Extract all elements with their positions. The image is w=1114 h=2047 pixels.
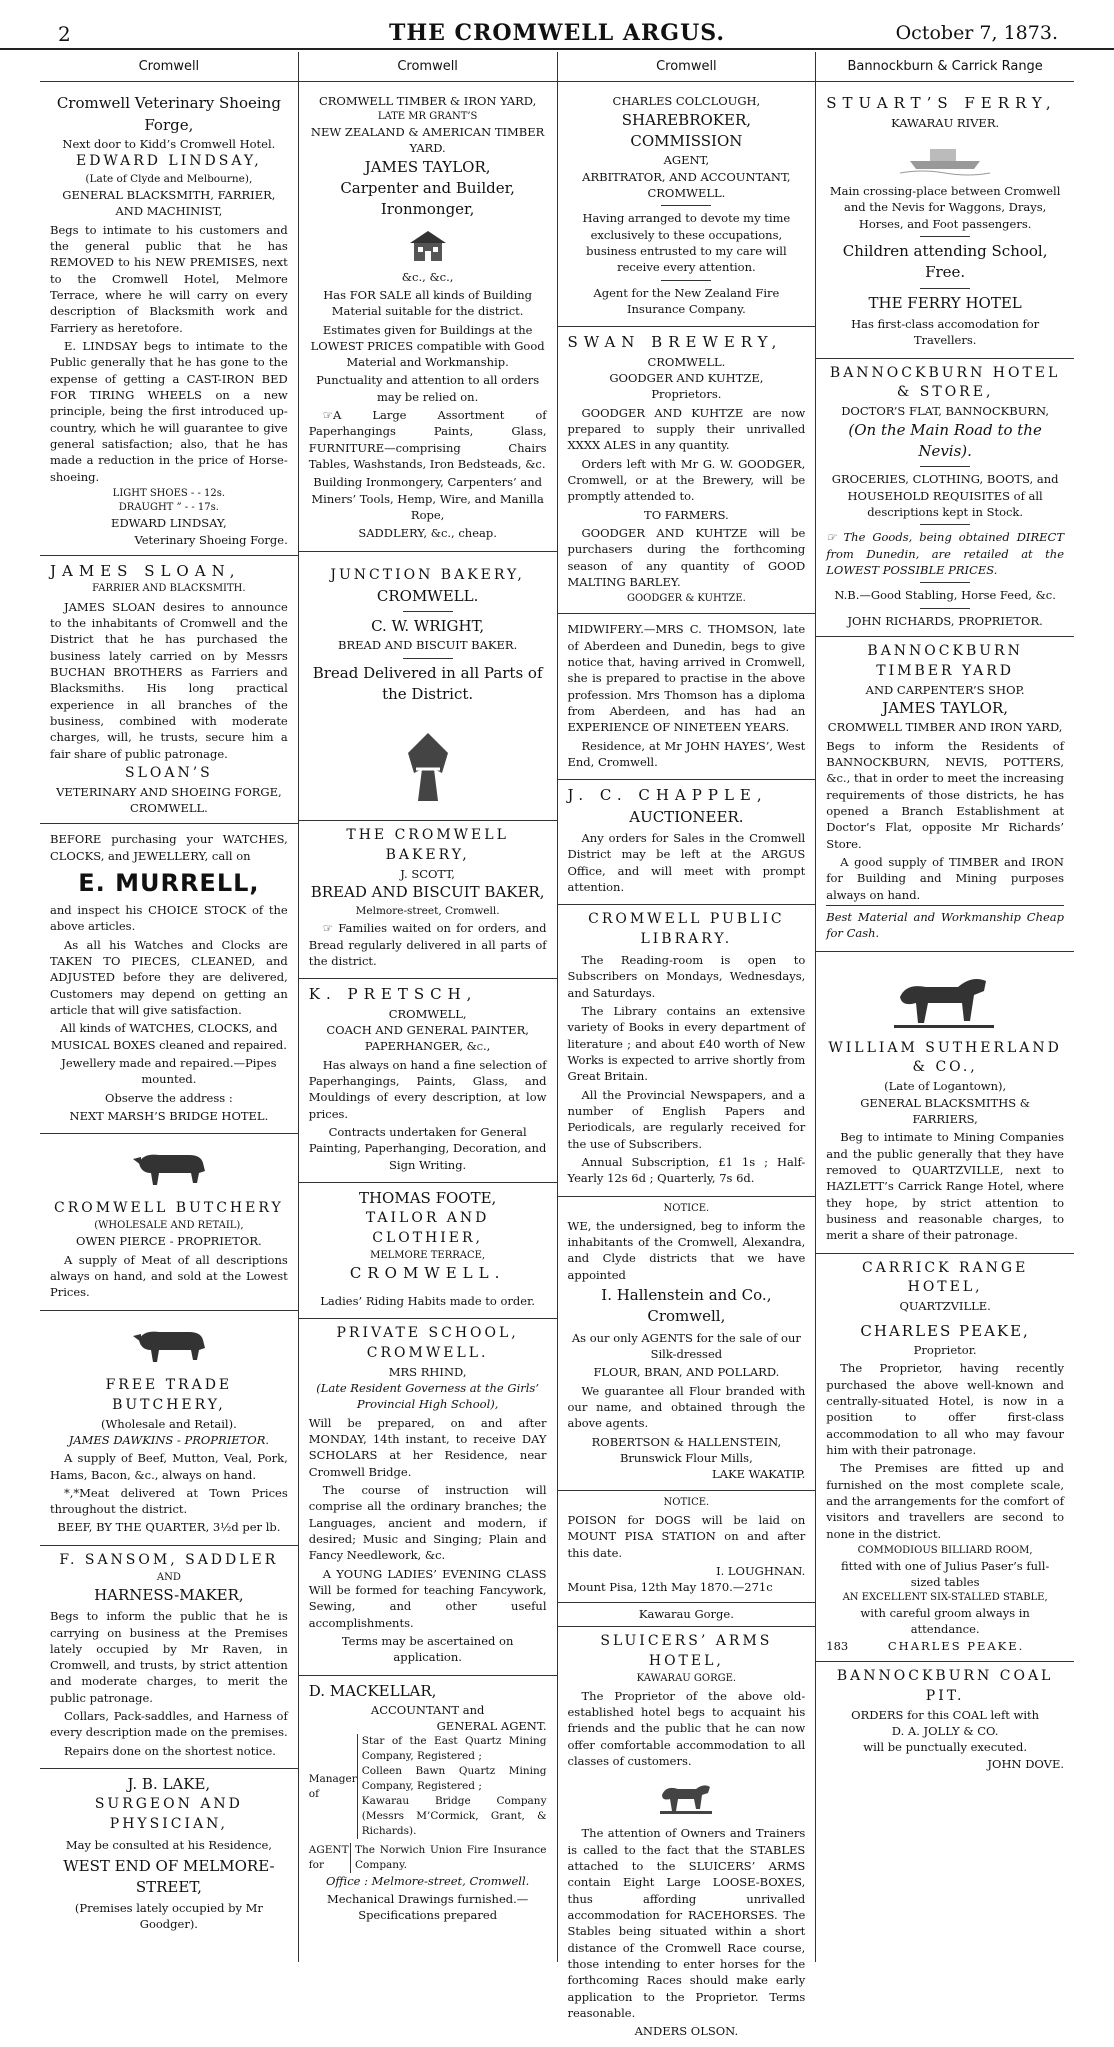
ad-text: Beg to intimate to Mining Companies and the public generally that they have removed to QUARTZVILLE, next to HAZLETT’s Carrick Range Hotel, where they hope, by strict attention to business and reasonable charges, to merit a share of their patronage. <box>826 1130 1064 1243</box>
ad-bannockburn-hotel <box>816 359 1074 637</box>
ad-text: The Proprietor of the above old-established hotel begs to acquaint his friends and the public that he can now offer comfortable accommodation to all classes of customers. <box>567 1688 806 1769</box>
ad-text: A good supply of TIMBER and IRON for Building and Mining purposes always on hand. <box>826 854 1064 902</box>
ad-text: N.B.—Good Stabling, Horse Feed, &c. <box>834 588 1056 603</box>
ad-trade: HARNESS-MAKER, <box>94 1585 244 1604</box>
ad-trade: SURGEON AND PHYSICIAN, <box>94 1796 243 1833</box>
ad-signature: VETERINARY AND SHOEING FORGE, <box>56 784 282 799</box>
ad-trade: BREAD AND BISCUIT BAKER, <box>310 883 545 902</box>
ad-text: GOODGER AND KUHTZE will be purchasers during the forthcoming season of any quantity of GOOD MALTING BARLEY. <box>567 525 806 589</box>
page-number: 2 <box>58 22 71 46</box>
ad-name: F. SANSOM, SADDLER <box>59 1551 279 1568</box>
ad-text: Estimates given for Buildings at the LOWEST PRICES compatible with Good Material and Workmanship. <box>310 322 545 370</box>
ad-trade: GENERAL BLACKSMITHS & FARRIERS, <box>860 1095 1030 1126</box>
ad-name: SWAN BREWERY, <box>567 333 783 352</box>
ad-place: CROMWELL. <box>647 354 726 369</box>
company-item: Star of the East Quartz Mining Company, Registered ; <box>361 1735 547 1763</box>
ad-subheading: LATE MR GRANT’S <box>377 110 478 122</box>
columns <box>40 52 1074 2039</box>
ad-trade: AUCTIONEER. <box>629 807 744 826</box>
ad-late: (Late of Logantown), <box>884 1079 1007 1094</box>
ad-proprietor: JAMES TAYLOR, <box>882 698 1009 717</box>
ad-and: AND <box>156 1571 181 1583</box>
ad-sluicers-arms <box>558 1603 816 2046</box>
ad-feature: AN EXCELLENT SIX-STALLED STABLE, <box>842 1591 1048 1603</box>
ad-pretsch <box>299 979 557 1183</box>
ad-name: J. B. LAKE, <box>127 1775 211 1794</box>
ad-yard: CROMWELL TIMBER AND IRON YARD, <box>827 720 1063 735</box>
ad-name: D. MACKELLAR, <box>308 1681 437 1700</box>
ad-text: Agent for the New Zealand Fire Insurance Company. <box>593 285 780 316</box>
ad-text: The Reading-room is open to Subscribers on Mondays, Wednesdays, and Saturdays. <box>567 953 806 1000</box>
ad-text: We guarantee all Flour branded with our name, and obtained through the above agents. <box>567 1383 806 1431</box>
ad-text: *,*Meat delivered at Town Prices throughout the district. <box>50 1485 288 1517</box>
ad-text: Bread Delivered in all Parts of the District. <box>312 663 543 703</box>
ad-chapple <box>558 780 816 905</box>
ad-name: K. PRETSCH, <box>308 985 478 1004</box>
ad-text: Has first-class accomodation for Travellers. <box>851 316 1040 348</box>
ad-text: All kinds of WATCHES, CLOCKS, and MUSICAL BOXES cleaned and repaired. <box>50 1021 287 1052</box>
manager-label: Manager of <box>308 1772 357 1800</box>
column-1 <box>40 52 299 1962</box>
ad-name: FREE TRADE BUTCHERY, <box>105 1376 233 1413</box>
ad-signature: Veterinary Shoeing Forge. <box>134 532 288 547</box>
ad-name: CROMWELL PUBLIC LIBRARY. <box>588 911 785 948</box>
ad-text: Begs to intimate to his customers and the general public that he has REMOVED to his NEW PREMISES, next to the Cromwell Hotel, Melmore Terrace, where he will carry on every description of Blacksmith work and Farriery as heretofore. <box>50 222 288 335</box>
column-heading: Cromwell <box>299 52 557 82</box>
ad-text: Begs to inform the public that he is carrying on business at the Premises lately occupied by Mr Raven, in Cromwell, and trusts, by strict attention and moderate charges, to merit the public patronage. <box>50 1609 288 1705</box>
ad-text: will be punctually executed. <box>863 1740 1027 1755</box>
ad-firm: I. Hallenstein and Co., Cromwell, <box>601 1286 772 1326</box>
ad-text: and inspect his CHOICE STOCK of the above articles. <box>50 903 288 934</box>
ad-signature: SLOAN’S <box>124 764 213 781</box>
ad-text: JAMES SLOAN desires to announce to the inhabitants of Cromwell and the District that he has purchased the business lately carried on by Messrs BUCHAN BROTHERS as Farriers and Blacksmiths. His long practical experience in all branches of the business, combined with moderate charges, will, he trusts, secure him a fair share of public patronage. <box>50 599 288 761</box>
ad-feature: with careful groom always in attendance. <box>860 1605 1030 1637</box>
section-heading: Kawarau Gorge. <box>558 1603 816 1626</box>
newspaper-title: THE CROMWELL ARGUS. <box>388 20 726 46</box>
ad-proprietor: C. W. WRIGHT, <box>371 616 485 635</box>
ad-place: DOCTOR’S FLAT, BANNOCKBURN, <box>841 404 1050 419</box>
house-illustration <box>309 227 547 263</box>
price-line: DRAUGHT ” - - 17s. <box>118 502 219 514</box>
ad-name: WILLIAM SUTHERLAND & CO., <box>828 1039 1062 1076</box>
ad-mackellar <box>299 1676 557 1933</box>
ad-text: Repairs done on the shortest notice. <box>64 1743 276 1758</box>
price-line: LIGHT SHOES - - 12s. <box>112 488 226 500</box>
ad-text: WE, the undersigned, beg to inform the inhabitants of the Cromwell, Alexandra, and Clyde districts that we have appointed <box>567 1218 806 1282</box>
ad-late: (Late Resident Governess at the Girls’ Provincial High School), <box>316 1380 539 1412</box>
ad-text: (Premises lately occupied by Mr Goodger). <box>74 1901 263 1932</box>
ad-place: QUARTZVILLE. <box>899 1299 991 1314</box>
ad-feature: COMMODIOUS BILLIARD ROOM, <box>857 1544 1033 1556</box>
ad-foote <box>299 1183 557 1319</box>
ad-trade: ARBITRATOR, AND ACCOUNTANT, <box>582 169 791 184</box>
ad-heading: NOTICE. <box>663 1202 710 1214</box>
ad-text: May be consulted at his Residence, <box>65 1838 272 1853</box>
ad-heading: CROMWELL TIMBER & IRON YARD, <box>318 94 537 109</box>
ad-proprietor: J. SCOTT, <box>400 866 455 881</box>
ad-text: As our only AGENTS for the sale of our Silk-dressed <box>571 1330 801 1362</box>
ad-colclough <box>558 88 816 327</box>
ad-name: CROMWELL BUTCHERY <box>54 1200 284 1217</box>
ad-signature: LAKE WAKATIP. <box>712 1467 806 1482</box>
ad-name: J. C. CHAPPLE, <box>567 786 768 805</box>
ad-text: MIDWIFERY.—MRS C. THOMSON, late of Aberdeen and Dunedin, begs to give notice that, having arrived in Cromwell, she is prepared to practise in the above profession. Mrs Thomson has a diploma from Aberdeen, and has had an EXPERIENCE OF NINETEEN YEARS. <box>567 622 806 735</box>
ad-text: Contracts undertaken for General Painting, Paperhanging, Decoration, and Sign Writing. <box>308 1125 547 1172</box>
ad-sansom <box>40 1546 298 1769</box>
masthead <box>0 0 1114 50</box>
ad-signature: I. LOUGHNAN. <box>716 1563 806 1578</box>
ad-junction-bakery <box>299 552 557 821</box>
ad-text: Mechanical Drawings furnished.—Specifications prepared <box>326 1891 529 1923</box>
ad-coal-pit <box>816 1662 1074 1779</box>
column-heading: Cromwell <box>558 52 816 82</box>
ad-midwifery <box>558 614 816 780</box>
issue-date: October 7, 1873. <box>895 22 1058 44</box>
ad-text: Main crossing-place between Cromwell and the Nevis for Waggons, Drays, Horses, and Foot passengers. <box>829 184 1061 231</box>
ad-trade: Carpenter and Builder, Ironmonger, <box>340 178 515 219</box>
ad-text: The Proprietor, having recently purchased the above well-known and centrally-situated Hotel, is now in a position to offer first-class accommodation to all who may favour him with their patronage. <box>826 1361 1064 1457</box>
ad-text: The course of instruction will comprise all the ordinary branches; the Languages, ancient and modern, if desired; Music and Singing; Plain and Fancy Needlework, &c. <box>308 1482 547 1563</box>
ad-text: GROCERIES, CLOTHING, BOOTS, and HOUSEHOLD REQUISITES of all descriptions kept in Stock. <box>831 472 1059 519</box>
ad-trade: FARRIER AND BLACKSMITH. <box>92 583 246 595</box>
ad-poison-notice <box>558 1491 816 1604</box>
ad-late: (Late of Clyde and Melbourne), <box>85 173 253 186</box>
horse-illustration <box>826 963 1064 1033</box>
ad-text: Any orders for Sales in the Cromwell District may be left at the ARGUS Office, and will meet with prompt attention. <box>567 830 806 894</box>
ad-hallenstein <box>558 1197 816 1491</box>
ad-signature: JOHN RICHARDS, PROPRIETOR. <box>847 613 1043 628</box>
column-4 <box>816 52 1074 1962</box>
ad-lindsay <box>40 88 298 556</box>
ad-heading: NOTICE. <box>663 1496 710 1508</box>
ad-text: BEFORE purchasing your WATCHES, CLOCKS, and JEWELLERY, call on <box>50 832 288 863</box>
ad-proprietor: Proprietors. <box>651 387 722 402</box>
ad-bannockburn-timber <box>816 637 1074 952</box>
ad-text: Terms may be ascertained on application. <box>341 1633 514 1665</box>
ad-text: A supply of Beef, Mutton, Veal, Pork, Hams, Bacon, &c., always on hand. <box>50 1451 288 1482</box>
ad-text: D. A. JOLLY & CO. <box>891 1723 999 1738</box>
ad-text: ☞ Families waited on for orders, and Bread regularly delivered in all parts of the district. <box>308 921 547 969</box>
ad-trade: AGENT, <box>663 153 710 168</box>
ad-name: BANNOCKBURN HOTEL & STORE, <box>829 364 1061 401</box>
ad-name: BANNOCKBURN TIMBER YARD <box>867 642 1023 679</box>
ad-lake <box>40 1769 298 1942</box>
ad-name: JAMES TAYLOR, <box>364 157 491 176</box>
ad-subheading: AND CARPENTER’S SHOP. <box>865 682 1025 697</box>
ad-subheading: TO FARMERS. <box>644 507 729 522</box>
ad-taylor-timber <box>299 88 557 551</box>
ad-text: Orders left with Mr G. W. GOODGER, Cromwell, or at the Brewery, will be promptly attended to. <box>567 456 806 504</box>
ad-text: ORDERS for this COAL left with <box>851 1707 1040 1722</box>
ad-text: FLOUR, BRAN, AND POLLARD. <box>593 1365 780 1380</box>
ad-address: WEST END OF MELMORE-STREET, <box>63 1856 275 1896</box>
cow-illustration <box>50 1322 288 1370</box>
ad-sutherland <box>816 952 1074 1254</box>
ad-carrick-range-hotel <box>816 1254 1074 1662</box>
agent-list <box>309 1843 547 1873</box>
ad-place: CROMWELL. <box>376 586 479 605</box>
ad-signature: ROBERTSON & HALLENSTEIN, <box>591 1434 782 1449</box>
ad-sloan <box>40 556 298 824</box>
column-2 <box>299 52 558 1962</box>
ad-text: ☞A Large Assortment of Paperhangings Paints, Glass, FURNITURE—comprising Chairs Tables, Washstands, Iron Bedsteads, &c. <box>308 408 547 472</box>
ad-place: CROMWELL, <box>388 1006 467 1021</box>
ad-trade: ACCOUNTANT and <box>370 1702 485 1717</box>
ad-name: CARRICK RANGE HOTEL, <box>861 1259 1029 1296</box>
ad-cromwell-butchery <box>40 1134 298 1310</box>
agent-label: AGENT for <box>308 1843 349 1871</box>
ad-text: Begs to inform the Residents of BANNOCKBURN, NEVIS, POTTERS, &c., that in order to meet the increasing requirements of those districts, he has opened a Branch Establishment at Doctor’s Flat, opposite Mr Richards’ Store. <box>826 738 1064 851</box>
ad-proprietor: CHARLES COLCLOUGH, <box>612 94 761 109</box>
ad-trade: GENERAL AGENT. <box>436 1719 547 1734</box>
ad-name: SLUICERS’ ARMS HOTEL, <box>600 1632 773 1669</box>
ad-etc: &c., &c., <box>401 269 454 284</box>
ad-proprietor: THOMAS FOOTE, <box>358 1189 497 1207</box>
ad-trade: TAILOR AND CLOTHIER, <box>365 1210 490 1247</box>
ad-trade: BREAD AND BISCUIT BAKER. <box>338 638 518 653</box>
ad-text: Best Material and Workmanship Cheap for Cash. <box>826 905 1064 942</box>
ad-place: KAWARAU RIVER. <box>891 115 1000 130</box>
ad-address: Melmore-street, Cromwell. <box>355 904 500 917</box>
ad-road: (On the Main Road to the Nevis). <box>848 420 1042 460</box>
ad-address: MELMORE TERRACE, <box>370 1250 486 1262</box>
ad-name: THE CROMWELL BAKERY, <box>346 827 509 864</box>
ad-text: Will be prepared, on and after MONDAY, 14th instant, to receive DAY SCHOLARS at her Residence, near Cromwell Bridge. <box>308 1415 547 1479</box>
cow-illustration <box>50 1145 288 1193</box>
ad-text: GOODGER AND KUHTZE are now prepared to supply their unrivalled XXXX ALES in any quantity. <box>567 405 806 453</box>
ad-heading: NEW ZEALAND & AMERICAN TIMBER YARD. <box>310 124 545 156</box>
manager-list <box>309 1734 547 1838</box>
ad-text: Punctuality and attention to all orders may be relied on. <box>316 373 540 404</box>
ad-address: NEXT MARSH’S BRIDGE HOTEL. <box>69 1109 269 1124</box>
ad-text: POISON for DOGS will be laid on MOUNT PISA STATION on and after this date. <box>567 1512 806 1560</box>
ad-name: E. MURRELL, <box>78 869 260 898</box>
ad-text: The Library contains an extensive variety of Books in every department of literature ; and about £40 worth of New Works is expected to arrive shortly from Great Britain. <box>567 1004 806 1084</box>
company-item: Kawarau Bridge Company (Messrs M’Cormick, Grant, & Richards). <box>361 1795 547 1837</box>
ad-cromwell-bakery <box>299 821 557 979</box>
ad-murrell <box>40 824 298 1134</box>
ferry-illustration <box>826 137 1064 177</box>
ad-trade: COACH AND GENERAL PAINTER, PAPERHANGER, &c., <box>326 1023 529 1054</box>
ad-proprietor: JAMES DAWKINS - PROPRIETOR. <box>68 1432 270 1447</box>
ad-subheading: (WHOLESALE AND RETAIL), <box>94 1220 244 1232</box>
ad-place: KAWARAU GORGE. <box>636 1672 737 1684</box>
column-heading: Cromwell <box>40 52 298 82</box>
ad-text: E. LINDSAY begs to intimate to the Public generally that he has gone to the expense of getting a CAST-IRON BED FOR TIRING WHEELS on a new principle, being the first introduced up-country, which he will guarantee to give general satisfaction; also, that he has made a reduction in the price of Horse-shoeing. <box>50 339 288 484</box>
ad-text: SADDLERY, &c., cheap. <box>358 526 497 541</box>
ad-subheading: Next door to Kidd’s Cromwell Hotel. <box>62 137 276 152</box>
ad-name: JAMES SLOAN, <box>50 562 241 581</box>
ad-signature: EDWARD LINDSAY, <box>111 516 227 531</box>
ad-text: Ladies’ Riding Habits made to order. <box>320 1293 535 1308</box>
ad-text: Children attending School, Free. <box>842 242 1048 282</box>
ad-proprietor: MRS RHIND, <box>388 1364 467 1379</box>
ad-signature: GOODGER & KUHTZE. <box>626 593 746 605</box>
ad-text: Collars, Pack-saddles, and Harness of every description made on the premises. <box>50 1709 288 1740</box>
ad-signature: ANDERS OLSON. <box>634 2024 739 2039</box>
ad-name: STUART’S FERRY, <box>826 94 1057 113</box>
ad-address: Office : Melmore-street, Cromwell. <box>325 1873 530 1888</box>
ad-public-library <box>558 905 816 1196</box>
ad-heading: Cromwell Veterinary Shoeing Forge, <box>56 94 281 134</box>
ad-feature: fitted with one of Julius Paser’s full-sized tables <box>840 1559 1050 1590</box>
ad-place: CROMWELL. <box>647 186 726 201</box>
ad-text: A YOUNG LADIES’ EVENING CLASS Will be formed for teaching Fancywork, Sewing, and other useful accomplishments. <box>308 1566 547 1630</box>
horse-illustration <box>568 1775 806 1819</box>
ad-name: EDWARD LINDSAY, <box>75 153 262 170</box>
ad-swan-brewery <box>558 327 816 614</box>
ad-text: The Premises are fitted up and furnished on the most complete scale, and the arrangements for the comfort of visitors and travellers are second to none in the district. <box>826 1461 1064 1541</box>
ad-name: BANNOCKBURN COAL PIT. <box>836 1667 1054 1704</box>
ad-name: PRIVATE SCHOOL, CROMWELL. <box>336 1324 519 1361</box>
ad-text: As all his Watches and Clocks are TAKEN TO PIECES, CLEANED, and ADJUSTED before they are delivered, Customers may depend on getting an article that will give satisfaction. <box>50 937 288 1018</box>
wheat-sheaf-illustration <box>309 723 547 803</box>
ad-stuarts-ferry <box>816 88 1074 358</box>
ad-text: The attention of Owners and Trainers is called to the fact that the STABLES attached to the SLUICERS’ ARMS contain Eight Large LOOSE-BOXES, thus affording unrivalled accommodation for RACEHORSES. The Stables being situated within a short distance of the Cromwell Race course, those intending to enter horses for the forthcoming Races should make early application to the Proprietor. Terms reasonable. <box>567 1826 806 2020</box>
ad-place: CROMWELL. <box>349 1264 506 1283</box>
ad-proprietor: OWEN PIERCE - PROPRIETOR. <box>76 1234 262 1249</box>
ad-subheading: (Wholesale and Retail). <box>101 1416 237 1431</box>
company-item: Colleen Bawn Quartz Mining Company, Registered ; <box>361 1765 547 1793</box>
company-item: The Norwich Union Fire Insurance Company. <box>350 1843 546 1873</box>
ad-signature: JOHN DOVE. <box>987 1756 1064 1771</box>
ad-text: Observe the address : <box>105 1090 233 1105</box>
ad-text: Having arranged to devote my time exclusively to these occupations, business entrusted to my care will receive every attention. <box>582 211 791 275</box>
ad-signature: Brunswick Flour Mills, <box>619 1451 753 1465</box>
ad-heading: THE FERRY HOTEL <box>868 293 1022 312</box>
ad-text: Has FOR SALE all kinds of Building Material suitable for the district. <box>323 287 532 319</box>
ad-proprietor: Proprietor. <box>913 1342 977 1357</box>
ad-free-trade-butchery <box>40 1311 298 1546</box>
ad-text: ☞ The Goods, being obtained DIRECT from Dunedin, are retailed at the LOWEST POSSIBLE PRICES. <box>826 530 1064 577</box>
column-3 <box>558 52 817 2039</box>
ad-text: Residence, at Mr JOHN HAYES’, West End, Cromwell. <box>567 738 806 770</box>
ad-date: Mount Pisa, 12th May 1870.—271c <box>567 1580 773 1595</box>
ad-text: A supply of Meat of all descriptions always on hand, and sold at the Lowest Prices. <box>50 1252 288 1300</box>
ad-proprietor: CHARLES PEAKE, <box>860 1321 1030 1340</box>
ad-trade: SHAREBROKER, COMMISSION <box>621 110 751 151</box>
ad-name: JUNCTION BAKERY, <box>330 566 525 583</box>
ad-private-school <box>299 1319 557 1676</box>
column-heading: Bannockburn & Carrick Range <box>816 52 1074 82</box>
ad-proprietor: GOODGER AND KUHTZE, <box>609 370 764 385</box>
ad-text: Has always on hand a fine selection of Paperhangings, Paints, Glass, and Mouldings of every description, at low prices. <box>308 1057 547 1121</box>
ad-text: Annual Subscription, £1 1s ; Half-Yearly 12s 6d ; Quarterly, 7s 6d. <box>567 1154 806 1186</box>
ad-text: Building Ironmongery, Carpenters’ and Miners’ Tools, Hemp, Wire, and Manilla Rope, <box>311 475 544 523</box>
ad-text: All the Provincial Newspapers, and a number of English Papers and Periodicals, are regularly received for the use of Subscribers. <box>567 1087 806 1151</box>
ad-number: 183 <box>826 1638 849 1653</box>
ad-signature: CROMWELL. <box>129 801 208 816</box>
ad-text: Jewellery made and repaired.—Pipes mounted. <box>61 1056 277 1087</box>
ad-trade: GENERAL BLACKSMITH, FARRIER, AND MACHINIST, <box>62 188 276 219</box>
ad-text: BEEF, BY THE QUARTER, 3½d per lb. <box>57 1520 281 1535</box>
ad-signature: CHARLES PEAKE. <box>887 1638 1025 1653</box>
